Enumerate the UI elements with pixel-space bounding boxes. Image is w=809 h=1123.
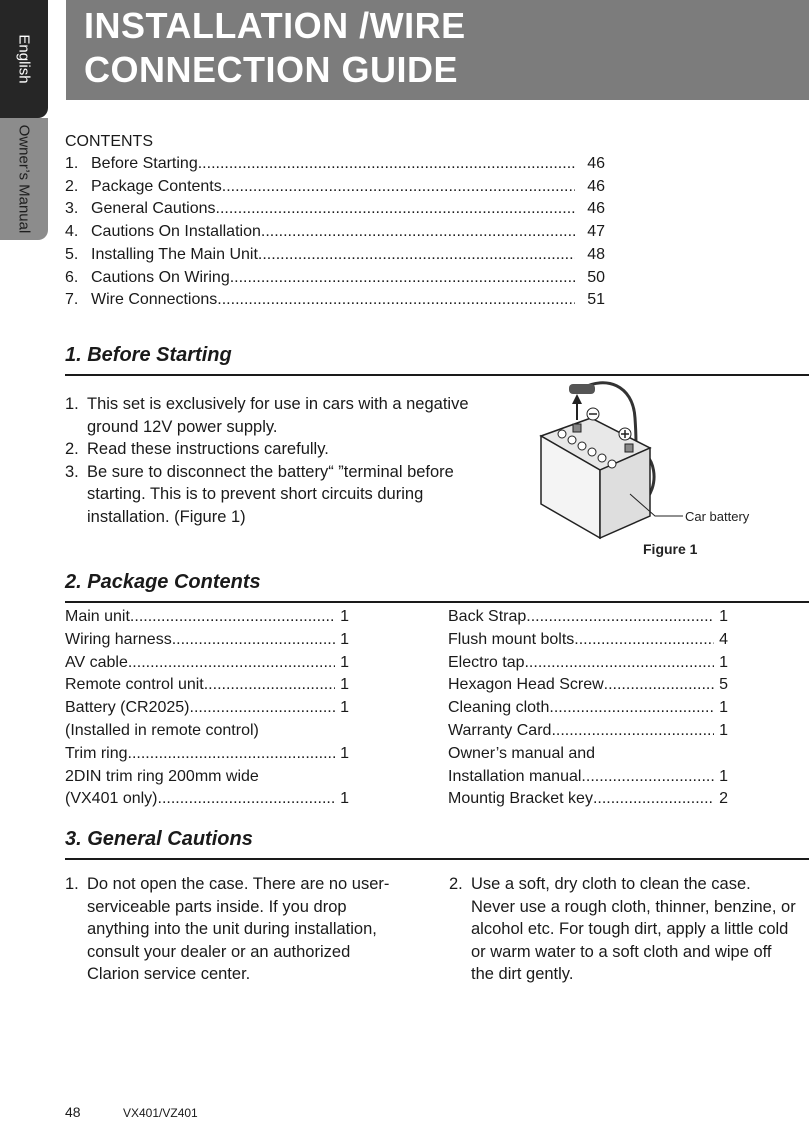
model-number: VX401/VZ401 [123,1106,198,1120]
list-item: 2. Use a soft, dry cloth to clean the case. Never use a rough cloth, thinner, benzine, or alcohol etc. For tough dirt, apply a little cold or warm water to a soft cloth and wipe off the dirt gently. [449,875,796,983]
toc-item[interactable]: 1. Before Starting ..... 46 [65,153,605,176]
toc-item[interactable]: 3. General Cautions ..... 46 [65,198,605,221]
package-item: Installation manual ..... 1 [448,766,728,789]
package-item: Flush mount bolts ..... 4 [448,629,728,652]
figure-callout-label: Car battery [685,509,750,524]
toc-item[interactable]: 6. Cautions On Wiring ..... 50 [65,267,605,290]
before-starting-list [65,393,490,528]
contents-title: CONTENTS [65,133,153,150]
package-item: Cleaning cloth ..... 1 [448,697,728,720]
language-tab-label: English [15,34,33,84]
toc-item[interactable]: 4. Cautions On Installation ..... 47 [65,221,605,244]
package-item: Mountig Bracket key ..... 2 [448,788,728,811]
package-list-left [65,606,349,811]
section-heading-before-starting: 1. Before Starting [65,344,232,366]
package-item: Hexagon Head Screw ..... 5 [448,674,728,697]
list-item: 1. Do not open the case. There are no user- serviceable parts inside. If you drop anything into the unit during installation, consult your dealer or an authorized Clarion service center. [65,875,390,983]
package-item: Wiring harness ..... 1 [65,629,349,652]
package-list-right [448,606,728,811]
owners-manual-tab[interactable] [0,118,48,240]
package-item: AV cable ..... 1 [65,652,349,675]
list-item: 1. This set is exclusively for use in cars with a negative ground 12V power supply. [65,395,469,436]
package-item: Back Strap ..... 1 [448,606,728,629]
figure-caption: Figure 1 [643,541,698,557]
package-item: Battery (CR2025) ..... 1 [65,697,349,720]
package-item: Warranty Card ..... 1 [448,720,728,743]
general-cautions-list-right [449,873,799,986]
package-item: Electro tap ..... 1 [448,652,728,675]
toc-item[interactable]: 5. Installing The Main Unit ..... 48 [65,244,605,267]
list-item: 2. Read these instructions carefully. [65,440,329,458]
package-item-note: 2DIN trim ring 200mm wide [65,767,259,785]
package-item: Remote control unit ..... 1 [65,674,349,697]
package-item-note: Owner’s manual and [448,744,596,762]
toc-item[interactable]: 2. Package Contents ..... 46 [65,176,605,199]
section-heading-package-contents: 2. Package Contents [65,571,261,593]
general-cautions-list-left [65,873,405,986]
page-header [66,0,809,100]
page-number: 48 [65,1104,81,1120]
owners-manual-tab-label: Owner’s Manual [15,124,33,234]
car-battery-figure [505,378,765,564]
section-divider [65,374,809,376]
package-item-note: (Installed in remote control) [65,721,259,739]
package-item: (VX401 only) ..... 1 [65,788,349,811]
section-divider [65,601,809,603]
language-tab[interactable] [0,0,48,118]
page-title: INSTALLATION /WIRE CONNECTION GUIDE [84,5,466,90]
arrow-up-icon [572,394,582,404]
package-item: Trim ring ..... 1 [65,743,349,766]
package-item: Main unit ..... 1 [65,606,349,629]
list-item: 3. Be sure to disconnect the battery“ ”terminal before starting. This is to prevent short circuits during installation. (Figure 1) [65,462,454,526]
section-divider [65,858,809,860]
toc-item[interactable]: 7. Wire Connections ..... 51 [65,289,605,312]
table-of-contents [65,131,605,312]
section-heading-general-cautions: 3. General Cautions [65,828,253,850]
